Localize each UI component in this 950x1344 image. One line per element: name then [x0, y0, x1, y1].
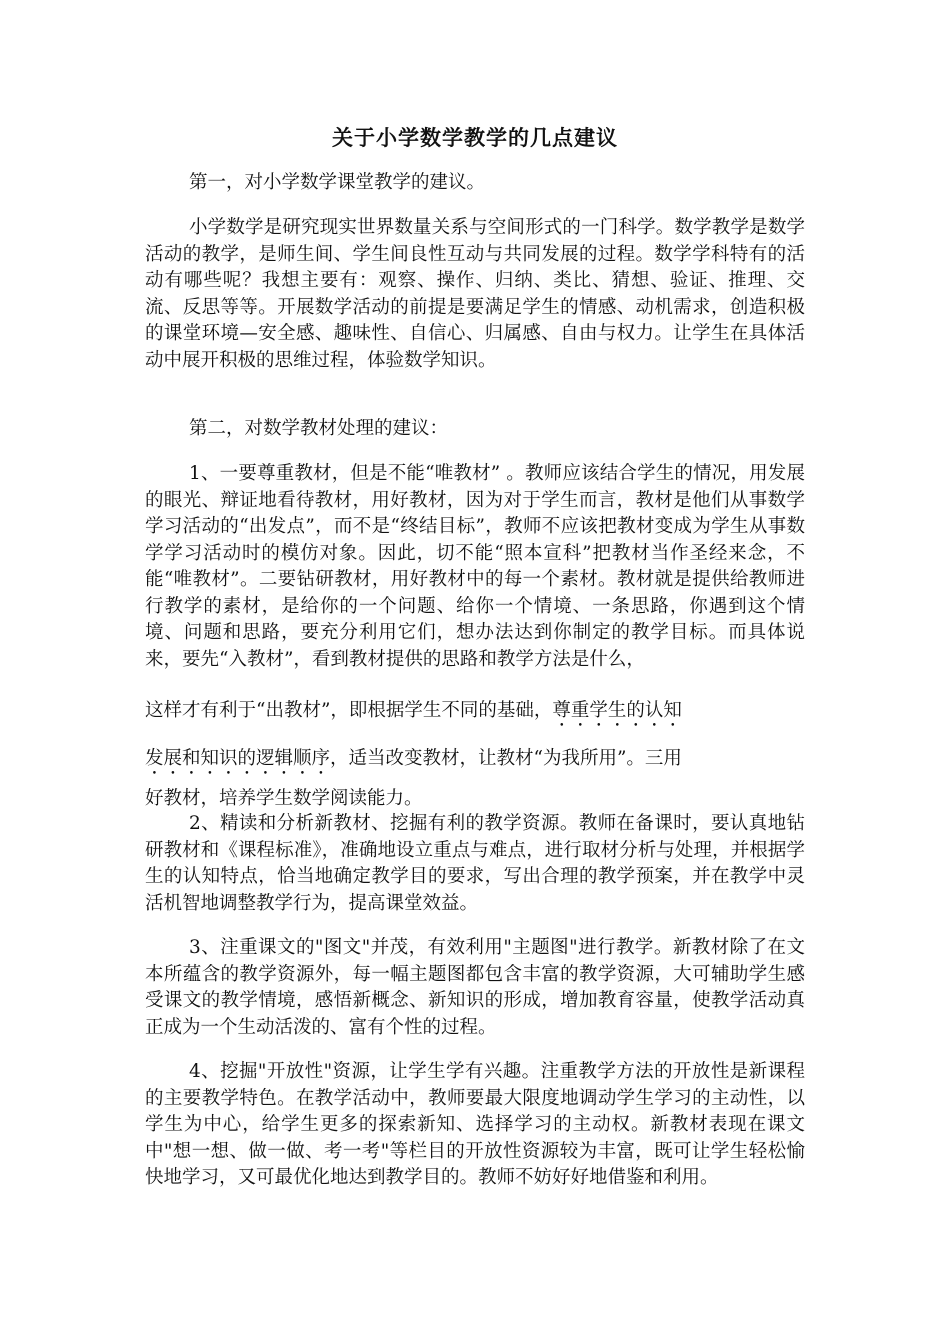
emphasis-dotted-text: 尊重学生的认知: [552, 700, 682, 721]
item-1-line-emphasis-b: [145, 746, 805, 779]
item-4-paragraph: 4、挖掘"开放性"资源，让学生学有兴趣。注重教学方法的开放性是新课程的主要教学特色。在教学活动中，教师要最大限度地调动学生学习的主动性，以学生为中心，给学生更多的探索新知、选择学习的主动权。新教材表现在课文中"想一想、做一做、考一考"等栏目的开放性资源较为丰富，既可让学生轻松愉快地学习，又可最优化地达到教学目的。教师不妨好好地借鉴和利用。: [145, 1061, 805, 1188]
document-title: 关于小学数学教学的几点建议: [332, 125, 618, 150]
item-1-line-end: 好教材，培养学生数学阅读能力。: [145, 788, 423, 809]
item-1-line-emphasis-a: [145, 698, 805, 731]
item-1-paragraph: 1、一要尊重教材，但是不能“唯教材” 。教师应该结合学生的情况，用发展的眼光、辩证地看待教材，用好教材，因为对于学生而言，教材是他们从事数学学习活动的“出发点”，而不是“终结目标”，教师不应该把教材变成为学生从事数学学习活动时的模仿对象。因此，切不能“照本宣科”把教材当作圣经来念，不能“唯教材”。二要钻研教材，用好教材中的每一个素材。教材就是提供给教师进行教学的素材，是给你的一个问题、给你一个情境、一条思路，你遇到这个情境、问题和思路，要充分利用它们，想办法达到你制定的教学目标。而具体说来，要先“入教材”，看到教材提供的思路和教学方法是什么，: [145, 463, 805, 670]
item-1-line-text: ，适当改变教材，让教材“为我所用”。三用: [330, 748, 682, 769]
item-1-line-text: 这样才有利于“出教材”，即根据学生不同的基础，: [145, 700, 553, 721]
item-3-paragraph: 3、注重课文的"图文"并茂，有效利用"主题图"进行教学。新教材除了在文本所蕴含的教学资源外，每一幅主题图都包含丰富的教学资源，大可辅助学生感受课文的教学情境，感悟新概念、新知识的形成，增加教育容量，使教学活动真正成为一个生动活泼的、富有个性的过程。: [145, 937, 805, 1038]
section-heading-1: 第一，对小学数学课堂教学的建议。: [189, 172, 486, 193]
emphasis-dotted-text: 发展和知识的逻辑顺序: [145, 748, 331, 769]
item-2-paragraph: 2、精读和分析新教材、挖掘有利的教学资源。教师在备课时，要认真地钻研教材和《课程标准》，准确地设立重点与难点，进行取材分析与处理，并根据学生的认知特点，恰当地确定教学目的要求，写出合理的教学预案，并在教学中灵活机智地调整教学行为，提高课堂效益。: [145, 813, 805, 914]
intro-paragraph: 小学数学是研究现实世界数量关系与空间形式的一门科学。数学教学是数学活动的教学，是师生间、学生间良性互动与共同发展的过程。数学学科特有的活动有哪些呢？我想主要有：观察、操作、归纳、类比、猜想、验证、推理、交流、反思等等。开展数学活动的前提是要满足学生的情感、动机需求，创造积极的课堂环境—安全感、趣味性、自信心、归属感、自由与权力。让学生在具体活动中展开积极的思维过程，体验数学知识。: [145, 217, 805, 371]
section-heading-2: 第二，对数学教材处理的建议：: [189, 418, 449, 439]
